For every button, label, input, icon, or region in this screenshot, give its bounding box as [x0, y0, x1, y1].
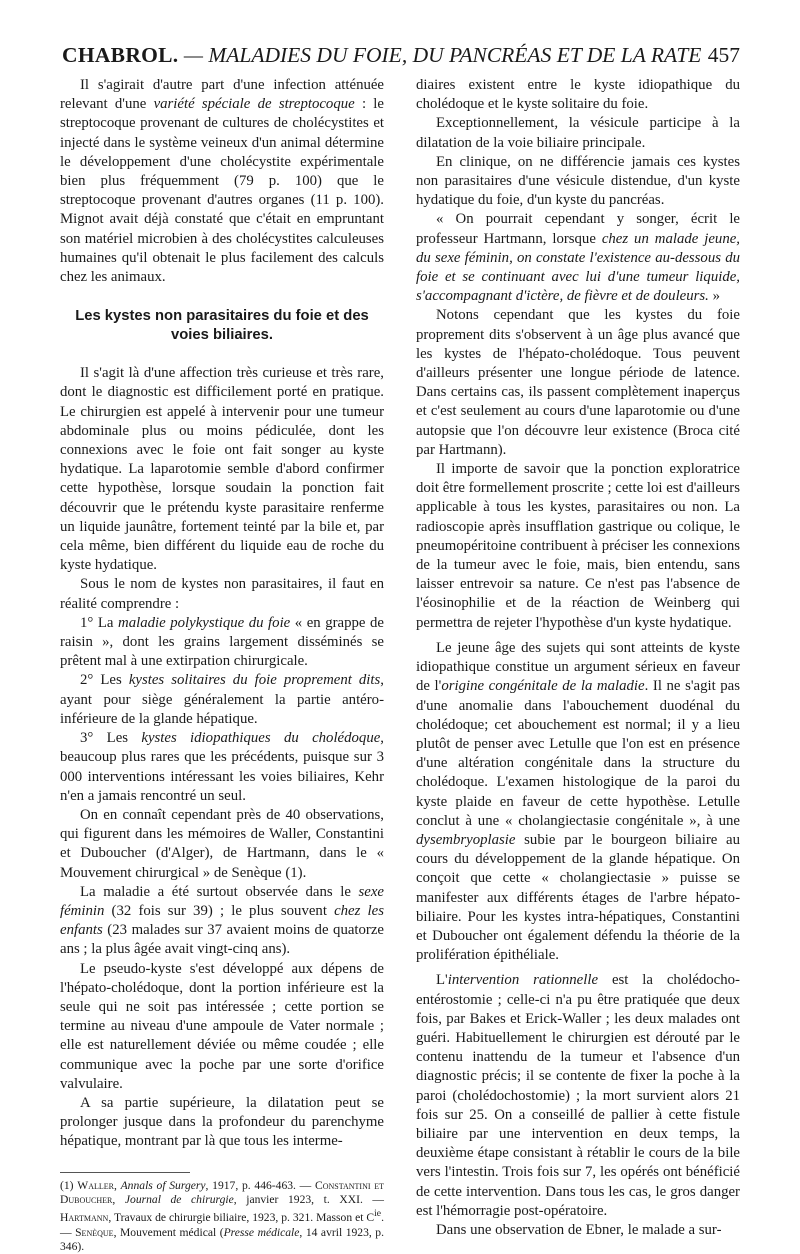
running-head-separator: — — [183, 43, 203, 67]
footnote-rule — [60, 1172, 190, 1173]
running-head-author: CHABROL. — [62, 43, 179, 67]
intro-paragraph: Il s'agirait d'autre part d'une infection atténuée relevant d'une variété spéciale de streptocoque : le streptocoque provenant de cultures de cholécystites et injecté dans le système veineux d'un animal détermine le développement d'une cholécystite expérimentale bien plus fréquemment (79 p. 100) que le streptocoque provenant d'autres organes (11 p. 100). Mignot avait déjà constaté que c'était en empruntant son matériel microbien à des cholécystites calculeuses humaines qu'il obtenait le plus facilement des calculs chez les animaux. — [60, 77, 384, 286]
paragraph-sexe-feminin: La maladie a été surtout observée dans le sexe féminin (32 fois sur 39) ; le plus souvent chez les enfants (23 malades sur 37 avaient moins de quatorze ans ; la plus âgée avait vingt-cinq ans). — [60, 883, 384, 958]
paragraph-continuation: diaires existent entre le kyste idiopathique du cholédoque et le kyste solitaire du foie. — [416, 77, 740, 113]
page-header — [62, 42, 740, 68]
running-head-title: MALADIES DU FOIE, DU PANCRÉAS ET DE LA RATE — [208, 43, 702, 67]
paragraph-ebner: Dans une observation de Ebner, le malade a sur- — [436, 1221, 722, 1238]
paragraph-partie-superieure: A sa partie supérieure, la dilatation peut se prolonger jusque dans la profondeur du parenchyme hépatique, montrant par là que tous les interme- — [60, 1094, 384, 1150]
list-item-solitaires: 2° Les kystes solitaires du foie proprement dits, ayant pour siège généralement la partie antéro-inférieure de la glande hépatique. — [60, 672, 384, 727]
right-column — [416, 76, 740, 1240]
list-item-idiopathiques: 3° Les kystes idiopathiques du cholédoque, beaucoup plus rares que les précédents, puisque sur 3 000 interventions intéressant les voies biliaires, Kehr n'en a jamais rencontré un seul. — [60, 730, 384, 804]
paragraph-affection: Il s'agit là d'une affection très curieuse et très rare, dont le diagnostic est difficilement porté en pratique. Le chirurgien est appelé à intervenir pour une tumeur abdominale plus ou moins pédiculée, dont les connexions avec le foie ont fait songer au kyste hydatique. La laparotomie semble d'abord confirmer cette hypothèse, lorsque soudain la ponction fait découvrir que le prétendu kyste parasitaire renferme un liquide jaunâtre, fortement teinté par la bile et, par cela même, bien différent du liquide eau de roche du kyste hydatique. — [60, 365, 384, 574]
paragraph-sous-le-nom: Sous le nom de kystes non parasitaires, il faut en réalité comprendre : — [60, 576, 384, 612]
paragraph-jeune-age: Le jeune âge des sujets qui sont atteints de kyste idiopathique constitue un argument sérieux en faveur de l'origine congénitale de la maladie. Il ne s'agit pas d'une anomalie dans l'abouchement duodénal du cholédoque; cet abouchement est normal; il y a lieu plutôt de penser avec Letulle que l'on est en présence d'une altération congénitale dans la structure du cholédoque. L'examen histologique de la paroi du kyste plaide en faveur de cette hypothèse. Letulle conclut à une « cholangiectasie congénitale », à une dysembryoplasie subie par le bourgeon biliaire au cours du développement de la glande hépatique. On conçoit que cette « cholangiectasie » puisse se manifester aux différents étages de l'arbre hépato-biliaire. Pour les kystes intra-hépatiques, Constantini et Duboucher ont également défendu la théorie de la prolifération épithéliale. — [416, 639, 740, 964]
page-number: 457 — [707, 43, 740, 67]
paragraph-hartmann-quote: « On pourrait cependant y songer, écrit le professeur Hartmann, lorsque chez un malade jeune, du sexe féminin, on constate l'existence au-dessous du foie et se continuant avec lui d'une tumeur liquide, s'accompagnant d'ictère, de fièvre et de douleurs. » — [416, 211, 740, 305]
footnote: (1) Waller, Annals of Surgery, 1917, p. 446-463. — Constantini et Duboucher, Journal de chirurgie, janvier 1923, t. XXI. — Hartmann, Travaux de chirurgie biliaire, 1923, p. 321. Masson et $C^{ie}$. — Senèque, Mouvement médical (Presse médicale, 14 avril 1923, p. 346). — [60, 1178, 385, 1254]
paragraph-exceptionnellement: Exceptionnellement, la vésicule participe à la dilatation de la voie biliaire principale. — [416, 115, 740, 151]
paragraph-pseudo-kyste: Le pseudo-kyste s'est développé aux dépens de l'hépato-cholédoque, dont la portion inférieure est la seule qui ne soit pas intéressée ; cette portion se termine au niveau d'une ampoule de Vater normale ; elle est naturellement déviée ou même coudée ; elle communique avec la poche par une sorte d'orifice valvulaire. — [60, 960, 384, 1092]
paragraph-ponction: Il importe de savoir que la ponction exploratrice doit être formellement proscrite ; cette loi est d'ailleurs applicable à tous les kystes, parasitaires ou non. La radioscopie après insufflation gastrique ou colique, le pneumopéritoine contribuent à préciser les connexions de la tumeur avec le foie, mais, bien entendu, sans laisser entrevoir sa nature. Ce n'est pas l'absence de l'éosinophilie et de la réaction de Weinberg qui permettra de rejeter l'hypothèse d'un kyste hydatique. — [416, 461, 740, 631]
left-column — [60, 76, 384, 1254]
paragraph-clinique: En clinique, on ne différencie jamais ces kystes non parasitaires d'une vésicule distendue, d'un kyste hydatique du foie, d'un kyste du pancréas. — [416, 153, 740, 209]
list-item-polykystique: 1° La maladie polykystique du foie « en grappe de raisin », dont les grains largement disséminés se prêtent mal à une extirpation chirurgicale. — [60, 614, 384, 670]
section-heading: Les kystes non parasitaires du foie et des voies biliaires. — [75, 308, 369, 344]
paragraph-intervention: L'intervention rationnelle est la cholédocho-entérostomie ; celle-ci n'a pu être pratiquée que deux fois, par Bakes et Erick-Waller ; les deux malades ont guéri. Habituellement le chirurgien est dérouté par le contenu inattendu de la tumeur et l'absence d'un diagnostic précis; il se contente de fixer la poche à la paroi (cholédochostomie) ; la mort survient alors 21 fois sur 25. On a conseillé de pallier à cette fistule biliaire par une intervention en deux temps, la deuxième étape consistant à rétablir le cours de la bile vers l'intestin. Trois fois sur 7, les opérés ont bénéficié de cette intervention. Dans tous les cas, le gros danger est l'hémorragie post-opératoire. — [416, 972, 740, 1219]
paragraph-notons: Notons cependant que les kystes du foie proprement dits s'observent à un âge plus avancé que les kystes de l'hépato-cholédoque. Tous peuvent d'ailleurs présenter une longue période de latence. Dans certains cas, ils passent complètement inaperçus et c'est seulement au cours d'une laparotomie ou d'une autopsie que l'on découvre leur existence (Broca cité par Hartmann). — [416, 307, 740, 458]
paragraph-observations: On en connaît cependant près de 40 observations, qui figurent dans les mémoires de Waller, Constantini et Duboucher (d'Alger), de Hartmann, dans le « Mouvement chirurgical » de Senèque (1). — [60, 806, 384, 881]
